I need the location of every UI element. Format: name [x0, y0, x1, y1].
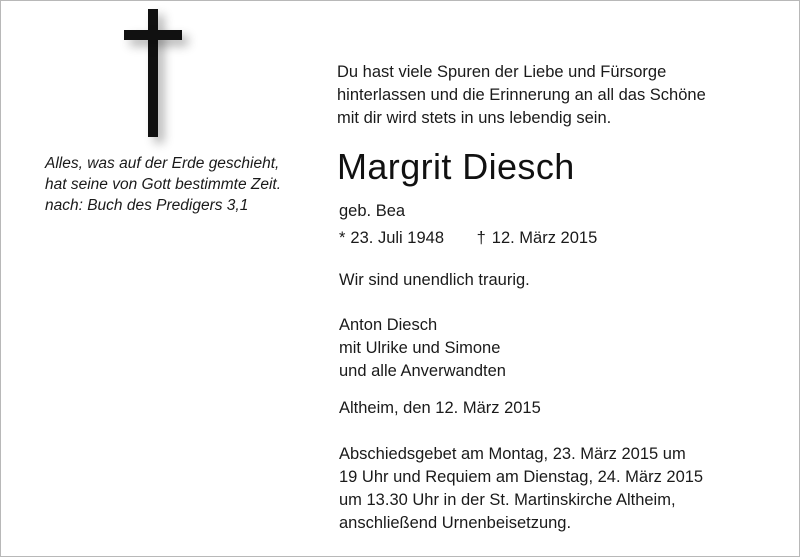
life-dates [339, 229, 597, 248]
service-line-2: 19 Uhr und Requiem am Dienstag, 24. März 2015 [339, 468, 704, 486]
service-line-1: Abschiedsgebet am Montag, 23. März 2015 um [339, 445, 686, 463]
verse-line-1: Alles, was auf der Erde geschieht, [45, 155, 280, 172]
verse-line-2: hat seine von Gott bestimmte Zeit. [45, 176, 282, 193]
bible-verse [45, 153, 307, 216]
death-cross-icon: † [476, 229, 486, 247]
family-line-2: mit Ulrike und Simone [339, 339, 501, 357]
cross-horizontal-bar [124, 30, 182, 40]
intro-line-1: Du hast viele Spuren der Liebe und Fürsorge [337, 63, 667, 81]
deceased-name: Margrit Diesch [337, 146, 575, 187]
intro-line-3: mit dir wird stets in uns lebendig sein. [337, 109, 612, 127]
place-and-date: Altheim, den 12. März 2015 [339, 399, 541, 417]
family-line-3: und alle Anverwandten [339, 362, 506, 380]
service-line-4: anschließend Urnenbeisetzung. [339, 514, 572, 532]
death-date: 12. März 2015 [491, 229, 598, 247]
maiden-name: geb. Bea [339, 202, 406, 220]
mourning-line: Wir sind unendlich traurig. [339, 271, 530, 289]
cross-vertical-bar [148, 9, 158, 137]
death-date-group [477, 229, 598, 247]
family-block [339, 314, 506, 383]
intro-line-2: hinterlassen und die Erinnerung an all das Schöne [337, 86, 706, 104]
intro-text [337, 61, 757, 130]
christian-cross-icon [119, 9, 189, 139]
service-details [339, 443, 769, 535]
family-line-1: Anton Diesch [339, 316, 438, 334]
birth-date: 23. Juli 1948 [350, 229, 444, 247]
birth-star-icon: * [339, 229, 346, 247]
verse-source: nach: Buch des Predigers 3,1 [45, 197, 249, 214]
service-line-3: um 13.30 Uhr in der St. Martinskirche Altheim, [339, 491, 676, 509]
left-column [1, 1, 319, 557]
birth-date-group [339, 229, 449, 247]
